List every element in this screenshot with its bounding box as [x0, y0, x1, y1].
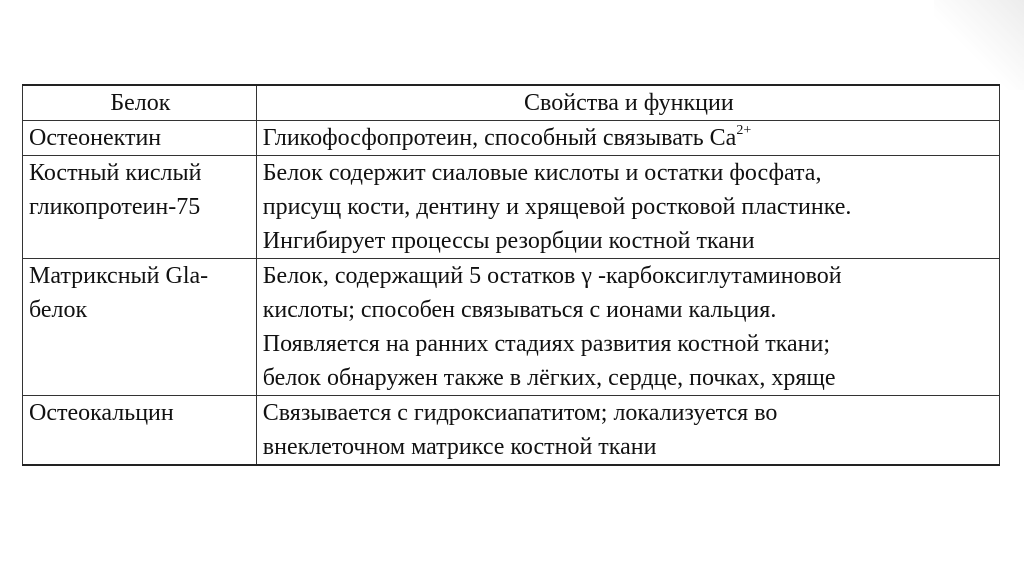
protein-properties-cell — [256, 121, 999, 156]
protein-name-cell — [23, 121, 257, 156]
property-line: белок обнаружен также в лёгких, сердце, почках, хряще — [262, 365, 836, 391]
protein-name-cell — [23, 396, 257, 466]
protein-properties-cell — [256, 396, 999, 466]
protein-name: Остеокальцин — [29, 400, 174, 426]
property-text: Гликофосфопротеин, способный связывать Ca — [262, 125, 737, 151]
page-curl-decoration — [934, 0, 1024, 90]
property-line: Связывается с гидроксиапатитом; локализуется во — [262, 400, 778, 426]
protein-name: Костный кислый — [29, 160, 202, 186]
property-line: Белок содержит сиаловые кислоты и остатки фосфата, — [262, 160, 822, 186]
table-row — [23, 396, 1000, 466]
protein-name: Остеонектин — [29, 125, 162, 151]
property-line: Появляется на ранних стадиях развития костной ткани; — [262, 331, 831, 357]
protein-properties-cell — [256, 156, 999, 259]
property-line: внеклеточном матриксе костной ткани — [262, 434, 657, 460]
table-row — [23, 259, 1000, 396]
property-line: Белок, содержащий 5 остатков γ -карбоксиглутаминовой — [262, 263, 842, 289]
property-line — [263, 121, 995, 155]
protein-name: гликопротеин-75 — [29, 194, 201, 220]
protein-properties-cell — [256, 259, 999, 396]
protein-name: белок — [29, 297, 88, 323]
table-header-row — [23, 85, 1000, 121]
protein-name-cell — [23, 156, 257, 259]
table-row — [23, 156, 1000, 259]
protein-name-cell — [23, 259, 257, 396]
property-line: Ингибирует процессы резорбции костной ткани — [262, 228, 755, 254]
table-row — [23, 121, 1000, 156]
header-properties: Свойства и функции — [256, 85, 999, 121]
header-protein: Белок — [23, 85, 257, 121]
property-line: кислоты; способен связываться с ионами кальция. — [262, 297, 777, 323]
property-line: присущ кости, дентину и хрящевой ростковой пластинке. — [262, 194, 852, 220]
protein-name: Матриксный Gla- — [29, 263, 209, 289]
protein-table — [22, 84, 1000, 466]
ion-charge: 2+ — [736, 123, 752, 138]
